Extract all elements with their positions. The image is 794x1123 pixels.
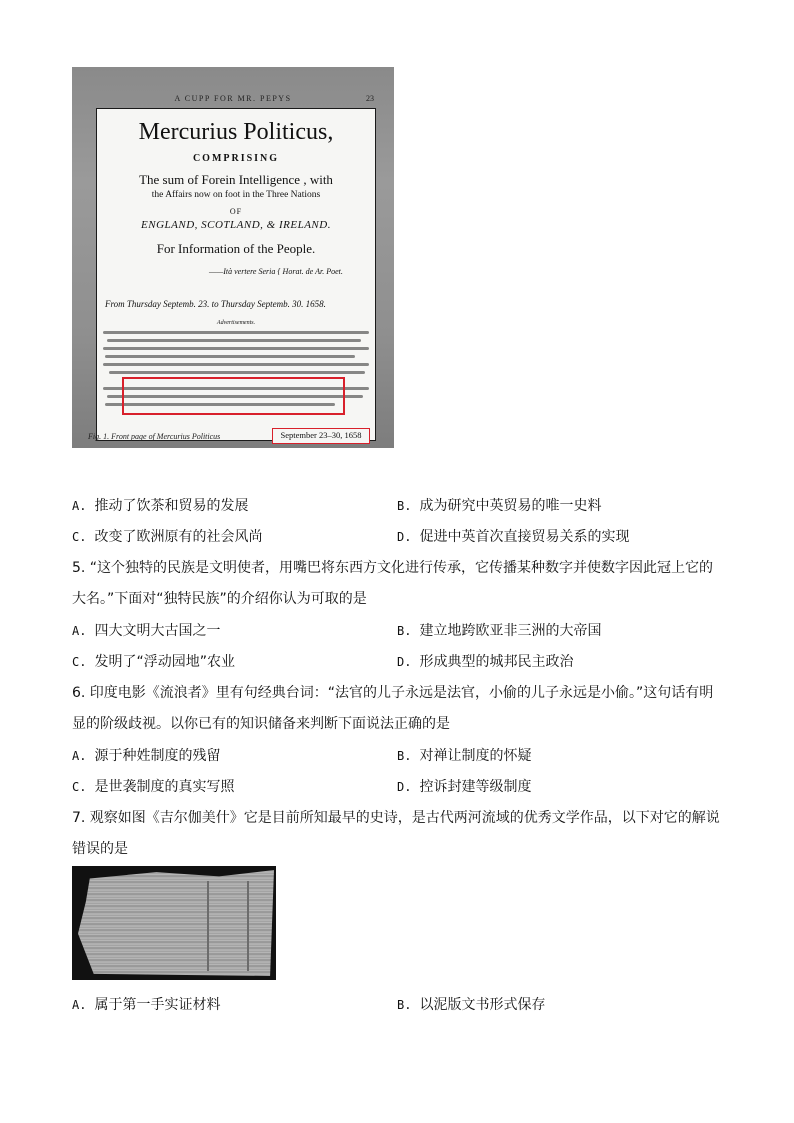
q6-option-b: B. 对禅让制度的怀疑	[397, 748, 532, 764]
q7-stem-line1: 7. 观察如图《吉尔伽美什》它是目前所知最早的史诗，是古代两河流域的优秀文学作品，以下对它的解说	[72, 810, 720, 826]
q5-stem-line2: 大名。”下面对“独特民族”的介绍你认为可取的是	[72, 591, 367, 607]
book-page-number: 23	[366, 94, 374, 103]
newspaper-line1: The sum of Forein Intelligence , with	[139, 172, 333, 187]
text-smudge	[105, 355, 355, 358]
newspaper-title: Mercurius Politicus,	[138, 119, 334, 145]
q4-option-a: A. 推动了饮茶和贸易的发展	[72, 498, 249, 514]
newspaper-information: For Information of the People.	[156, 241, 316, 256]
newspaper-date-line: From Thursday Septemb. 23. to Thursday Septemb. 30. 1658.	[105, 299, 326, 309]
newspaper-figure	[72, 67, 394, 448]
q6-option-d: D. 控诉封建等级制度	[397, 779, 532, 795]
q6-stem-line1: 6. 印度电影《流浪者》里有句经典台词：“法官的儿子永远是法官，小偷的儿子永远是小偷。”这句话有明	[72, 685, 714, 701]
q7-stem-line2: 错误的是	[72, 841, 128, 857]
q7-option-a: A. 属于第一手实证材料	[72, 997, 221, 1013]
newspaper-line2: the Affairs now on foot in the Three Nations	[151, 190, 321, 200]
q5-option-d: D. 形成典型的城邦民主政治	[397, 654, 574, 670]
q5-stem-line1: 5. “这个独特的民族是文明使者，用嘴巴将东西方文化进行传承，它传播某种数字并使数字因此冠上它的	[72, 560, 714, 576]
newspaper-comprising: COMPRISING	[192, 153, 280, 164]
newspaper-advertisements: Advertisements.	[216, 320, 256, 326]
text-smudge	[103, 331, 369, 334]
q7-option-b: B. 以泥版文书形式保存	[397, 997, 546, 1013]
q4-option-d: D. 促进中英首次直接贸易关系的实现	[397, 529, 630, 545]
book-header: A CUPP FOR MR. PEPYS	[174, 94, 292, 103]
q6-option-a: A. 源于种姓制度的残留	[72, 748, 221, 764]
clay-tablet	[78, 870, 274, 976]
text-smudge	[103, 347, 369, 350]
q4-option-b: B. 成为研究中英贸易的唯一史料	[397, 498, 602, 514]
text-smudge	[109, 371, 365, 374]
clay-tablet-figure	[72, 866, 276, 980]
q4-option-c: C. 改变了欧洲原有的社会风尚	[72, 529, 263, 545]
q6-stem-line2: 显的阶级歧视。以你已有的知识储备来判断下面说法正确的是	[72, 716, 450, 732]
newspaper-of: OF	[229, 207, 243, 216]
q6-option-c: C. 是世袭制度的真实写照	[72, 779, 235, 795]
newspaper-nations: ENGLAND, SCOTLAND, & IRELAND.	[141, 219, 331, 231]
text-smudge	[107, 339, 361, 342]
q5-option-b: B. 建立地跨欧亚非三洲的大帝国	[397, 623, 602, 639]
highlight-box	[122, 377, 345, 415]
date-highlight: September 23–30, 1658	[272, 428, 370, 444]
q5-option-a: A. 四大文明大古国之一	[72, 623, 221, 639]
q5-option-c: C. 发明了“浮动园地”农业	[72, 654, 235, 670]
figure-caption: Fig. 1. Front page of Mercurius Politicus	[88, 432, 221, 441]
text-smudge	[103, 363, 369, 366]
newspaper-motto: ——Ità vertere Seria { Horat. de Ar. Poet.	[209, 267, 343, 276]
